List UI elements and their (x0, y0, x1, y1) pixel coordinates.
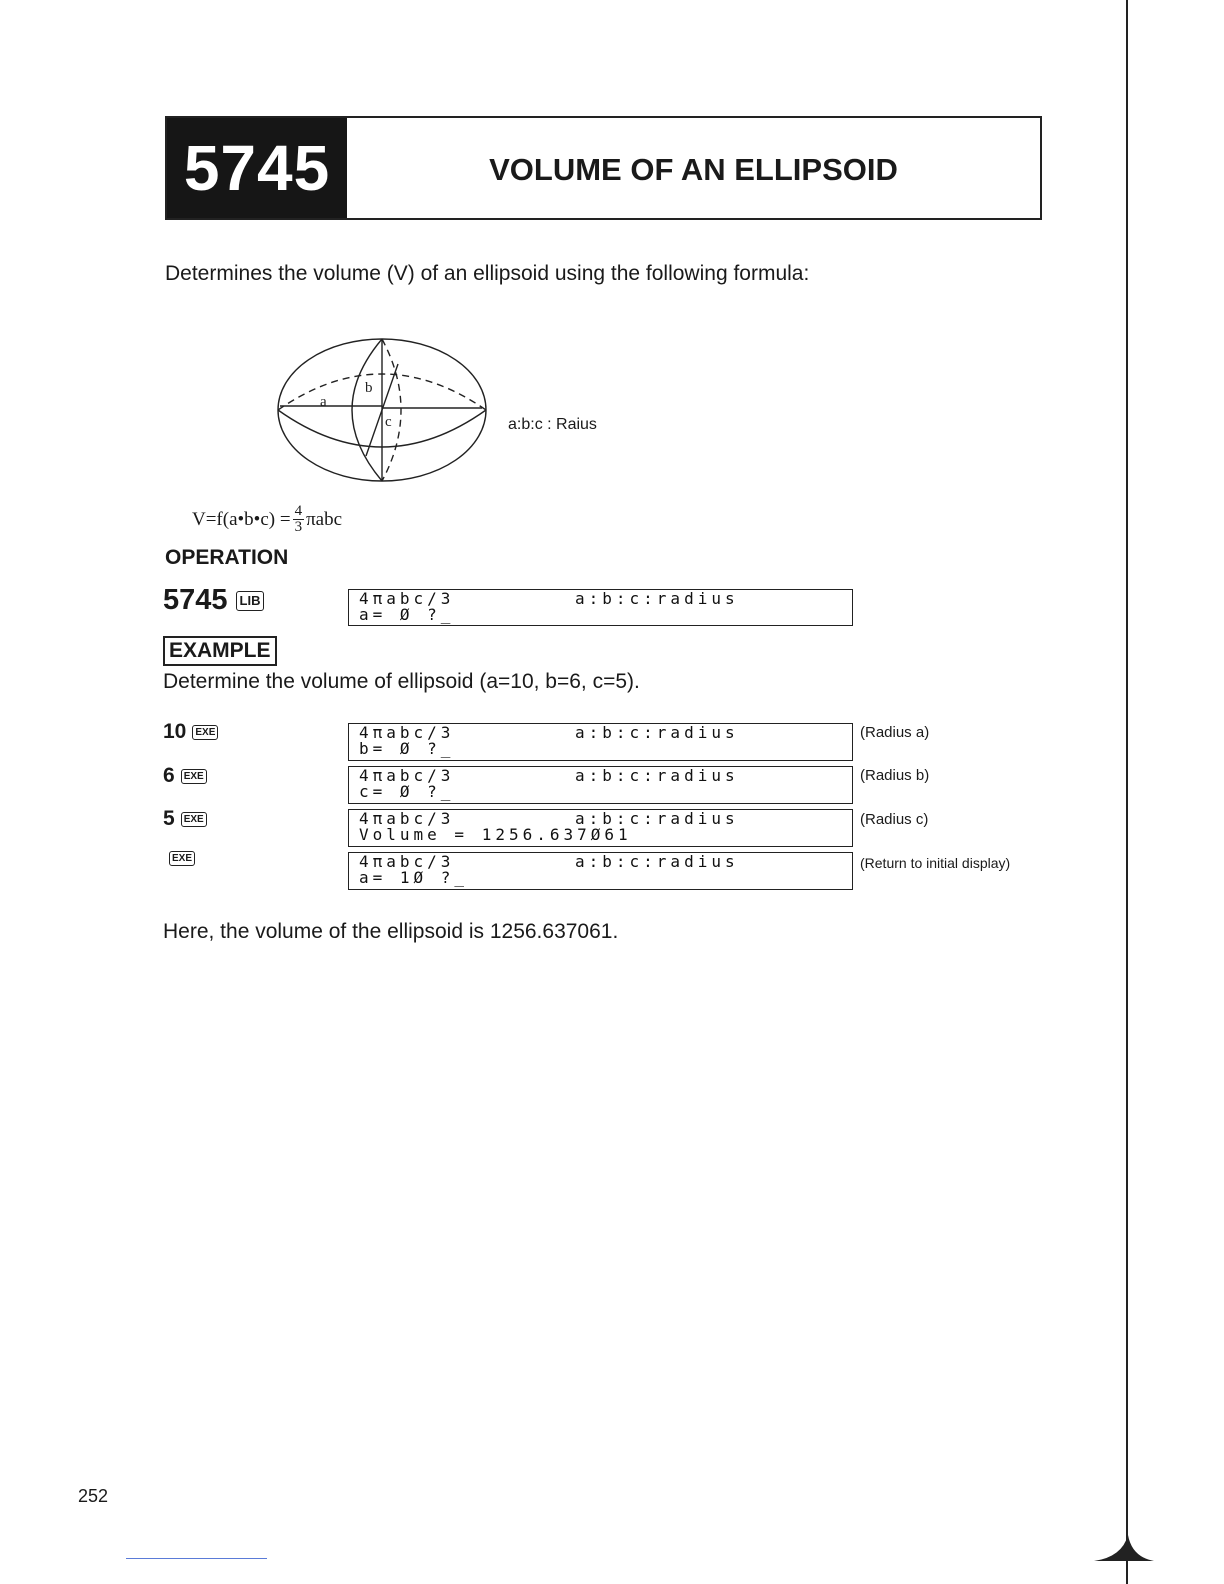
page-number: 252 (78, 1486, 109, 1506)
lcd-line1-formula: 4πabc/3 (359, 852, 455, 871)
operation-program (163, 584, 264, 617)
intro-text: Determines the volume (V) of an ellipsoid using the following formula: (165, 262, 810, 285)
lcd-line1-formula: 4πabc/3 (359, 766, 455, 785)
lcd-line1-radius: a:b:c:radius (575, 589, 739, 608)
volume-formula (192, 504, 342, 535)
scan-edge-line (1126, 0, 1128, 1584)
scan-edge-mark (1094, 1535, 1154, 1565)
step-input-value: 5 (163, 807, 175, 830)
diagram-caption: a:b:c : Raius (508, 416, 597, 433)
step-note: (Radius a) (860, 724, 930, 741)
lcd-display-step (348, 852, 853, 890)
exe-key-icon: EXE (169, 851, 195, 866)
lcd-line1-formula: 4πabc/3 (359, 723, 455, 742)
lcd-line1-formula: 4πabc/3 (359, 809, 455, 828)
step-input (163, 851, 195, 866)
lcd-line1-radius: a:b:c:radius (575, 723, 739, 742)
exe-key-icon: EXE (192, 725, 218, 740)
meridian-front (352, 339, 382, 481)
label-c: c (385, 414, 392, 430)
exe-key-icon: EXE (181, 769, 207, 784)
meridian-back (382, 339, 401, 481)
lcd-display-step (348, 723, 853, 761)
program-number: 5745 (167, 118, 347, 218)
formula-fraction (293, 504, 305, 535)
lcd-line1-radius: a:b:c:radius (575, 809, 739, 828)
lcd-line2: c= Ø ?_ (359, 782, 455, 801)
example-tag: EXAMPLE (163, 636, 277, 666)
step-input (163, 720, 218, 744)
lcd-display-step (348, 809, 853, 847)
page-title: VOLUME OF AN ELLIPSOID (489, 152, 898, 187)
lcd-display-step (348, 766, 853, 804)
lib-key-icon: LIB (236, 591, 265, 611)
step-note: (Radius c) (860, 811, 929, 828)
program-header (165, 116, 1042, 220)
lcd-line2: a= Ø ?_ (359, 605, 455, 624)
lcd-line2: a= 1Ø ?_ (359, 868, 469, 887)
lcd-line2: b= Ø ?_ (359, 739, 455, 758)
scan-underline (126, 1558, 267, 1559)
lcd-line1-formula: 4πabc/3 (359, 589, 455, 608)
lcd-line2: Volume = 1256.637Ø61 (359, 825, 632, 844)
ellipsoid-diagram (270, 334, 494, 490)
step-input-value: 6 (163, 764, 175, 787)
step-note: (Return to initial display) (860, 855, 1011, 871)
conclusion-text: Here, the volume of the ellipsoid is 1256.637061. (163, 920, 619, 943)
formula-denominator: 3 (294, 519, 303, 535)
lcd-display-initial (348, 589, 853, 626)
example-text: Determine the volume of ellipsoid (a=10, b=6, c=5). (163, 670, 640, 693)
step-input-value: 10 (163, 720, 187, 743)
formula-rhs: πabc (306, 508, 343, 530)
formula-numerator: 4 (294, 503, 303, 519)
step-input (163, 764, 207, 788)
formula-lhs: V=f(a•b•c) = (192, 508, 291, 530)
lcd-line1-radius: a:b:c:radius (575, 766, 739, 785)
lcd-line1-radius: a:b:c:radius (575, 852, 739, 871)
step-note: (Radius b) (860, 767, 930, 784)
exe-key-icon: EXE (181, 812, 207, 827)
label-b: b (365, 380, 373, 396)
label-a: a (320, 394, 327, 410)
operation-program-number: 5745 (163, 584, 228, 616)
step-input (163, 807, 207, 831)
operation-heading: OPERATION (165, 546, 289, 569)
